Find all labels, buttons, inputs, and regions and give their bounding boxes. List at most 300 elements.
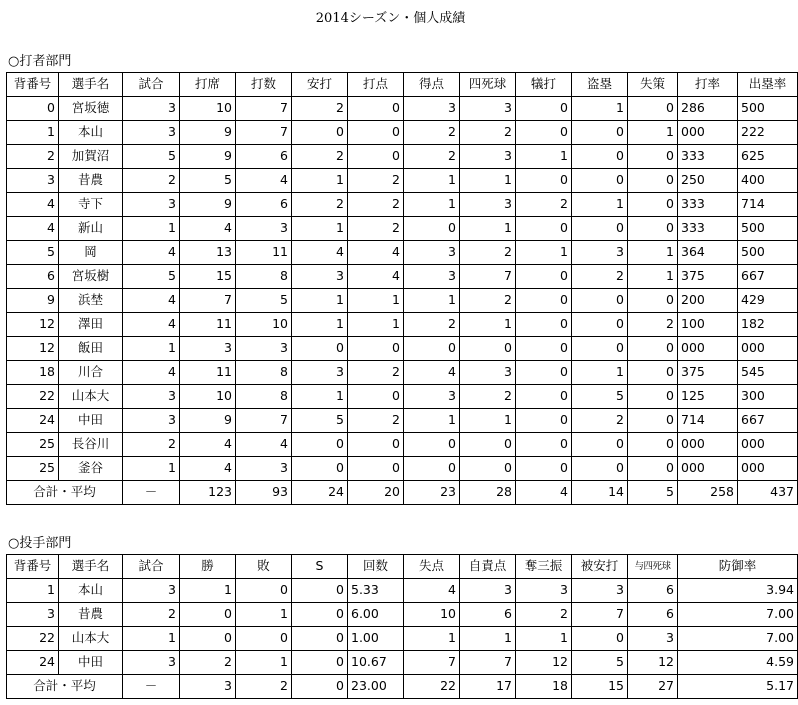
stat-cell: 6 — [628, 579, 678, 603]
total-cell: 20 — [348, 481, 404, 505]
stat-cell: 1 — [292, 313, 348, 337]
stat-cell: 3 — [628, 627, 678, 651]
stat-cell: 3.94 — [678, 579, 798, 603]
uniform-number-cell: 25 — [7, 433, 59, 457]
stat-cell: 3 — [404, 241, 460, 265]
total-cell: 4 — [516, 481, 572, 505]
stat-cell: 0 — [628, 169, 678, 193]
total-cell: 18 — [516, 675, 572, 699]
header-player: 選手名 — [59, 73, 123, 97]
stat-cell: 0 — [348, 97, 404, 121]
header-hits: 安打 — [292, 73, 348, 97]
stat-cell: 0 — [180, 627, 236, 651]
stat-cell: 2 — [123, 169, 180, 193]
stat-cell: 1 — [404, 627, 460, 651]
stat-cell: 3 — [516, 579, 572, 603]
table-row — [7, 337, 798, 361]
stat-cell: 2 — [460, 289, 516, 313]
uniform-number-cell: 24 — [7, 409, 59, 433]
stat-cell: 0 — [516, 409, 572, 433]
header-innings: 回数 — [348, 555, 404, 579]
stat-cell: 11 — [236, 241, 292, 265]
stat-cell: 3 — [236, 337, 292, 361]
stat-cell: 0 — [628, 193, 678, 217]
header-errors: 失策 — [628, 73, 678, 97]
total-cell: 23.00 — [348, 675, 404, 699]
stat-cell: 545 — [738, 361, 798, 385]
stat-cell: 0 — [292, 433, 348, 457]
stat-cell: 1 — [404, 409, 460, 433]
stat-cell: 222 — [738, 121, 798, 145]
header-saves: S — [292, 555, 348, 579]
stat-cell: 000 — [678, 337, 738, 361]
uniform-number-cell: 24 — [7, 651, 59, 675]
stat-cell: 4 — [180, 217, 236, 241]
stat-cell: 0 — [572, 121, 628, 145]
total-cell: 0 — [292, 675, 348, 699]
uniform-number-cell: 3 — [7, 169, 59, 193]
stat-cell: 13 — [180, 241, 236, 265]
stat-cell: 200 — [678, 289, 738, 313]
stat-cell: 0 — [516, 361, 572, 385]
total-cell: 15 — [572, 675, 628, 699]
stat-cell: 2 — [460, 241, 516, 265]
player-name-cell: 本山 — [59, 579, 123, 603]
player-name-cell: 新山 — [59, 217, 123, 241]
stat-cell: 4 — [404, 579, 460, 603]
stat-cell: 000 — [738, 337, 798, 361]
stat-cell: 500 — [738, 97, 798, 121]
stat-cell: 3 — [123, 409, 180, 433]
stat-cell: 4 — [123, 241, 180, 265]
player-name-cell: 昔農 — [59, 603, 123, 627]
header-games: 試合 — [123, 73, 180, 97]
stat-cell: 6 — [628, 603, 678, 627]
header-number: 背番号 — [7, 555, 59, 579]
stat-cell: 5 — [236, 289, 292, 313]
stat-cell: 1 — [123, 337, 180, 361]
stat-cell: 12 — [516, 651, 572, 675]
stat-cell: 4 — [123, 313, 180, 337]
stat-cell: 4 — [236, 433, 292, 457]
stat-cell: 0 — [292, 121, 348, 145]
stat-cell: 3 — [236, 457, 292, 481]
stat-cell: 0 — [404, 337, 460, 361]
stat-cell: 2 — [348, 169, 404, 193]
table-row — [7, 579, 798, 603]
stat-cell: 3 — [460, 145, 516, 169]
stat-cell: 2 — [572, 265, 628, 289]
stat-cell: 10 — [236, 313, 292, 337]
stat-cell: 0 — [516, 385, 572, 409]
header-losses: 敗 — [236, 555, 292, 579]
stat-cell: 6 — [236, 145, 292, 169]
stat-cell: 7 — [460, 265, 516, 289]
stat-cell: 3 — [404, 385, 460, 409]
stat-cell: 0 — [460, 433, 516, 457]
stat-cell: 0 — [348, 433, 404, 457]
stat-cell: 2 — [460, 385, 516, 409]
stat-cell: 400 — [738, 169, 798, 193]
header-runs-allowed: 失点 — [404, 555, 460, 579]
table-row — [7, 409, 798, 433]
uniform-number-cell: 4 — [7, 217, 59, 241]
stat-cell: 5.33 — [348, 579, 404, 603]
stat-cell: 0 — [516, 337, 572, 361]
header-strikeouts: 奪三振 — [516, 555, 572, 579]
stat-cell: 3 — [236, 217, 292, 241]
player-name-cell: 浜埜 — [59, 289, 123, 313]
stat-cell: 1 — [460, 217, 516, 241]
batting-total-row — [7, 481, 798, 505]
stat-cell: 2 — [348, 193, 404, 217]
stat-cell: 0 — [628, 409, 678, 433]
stat-cell: 7.00 — [678, 627, 798, 651]
stat-cell: 1 — [572, 97, 628, 121]
stat-cell: 4 — [123, 289, 180, 313]
stat-cell: 500 — [738, 241, 798, 265]
stat-cell: 0 — [348, 457, 404, 481]
header-player: 選手名 — [59, 555, 123, 579]
stat-cell: 667 — [738, 409, 798, 433]
uniform-number-cell: 5 — [7, 241, 59, 265]
stat-cell: 714 — [678, 409, 738, 433]
stat-cell: 1 — [516, 145, 572, 169]
player-name-cell: 中田 — [59, 651, 123, 675]
stat-cell: 1 — [292, 385, 348, 409]
stat-cell: 1 — [404, 169, 460, 193]
total-cell: 24 — [292, 481, 348, 505]
uniform-number-cell: 25 — [7, 457, 59, 481]
stat-cell: 2 — [292, 145, 348, 169]
stat-cell: 0 — [572, 457, 628, 481]
stat-cell: 8 — [236, 385, 292, 409]
stat-cell: 0 — [628, 289, 678, 313]
total-cell: － — [123, 481, 180, 505]
stat-cell: 2 — [123, 603, 180, 627]
header-walks: 四死球 — [460, 73, 516, 97]
stat-cell: 2 — [460, 121, 516, 145]
stat-cell: 0 — [292, 651, 348, 675]
batting-header-row — [7, 73, 798, 97]
stat-cell: 0 — [628, 385, 678, 409]
stat-cell: 0 — [348, 121, 404, 145]
stat-cell: 0 — [404, 217, 460, 241]
stat-cell: 0 — [404, 457, 460, 481]
table-row — [7, 457, 798, 481]
stat-cell: 1 — [460, 169, 516, 193]
stat-cell: 0 — [348, 145, 404, 169]
stat-cell: 15 — [180, 265, 236, 289]
total-cell: 2 — [236, 675, 292, 699]
stat-cell: 0 — [572, 433, 628, 457]
header-wins: 勝 — [180, 555, 236, 579]
total-cell: 258 — [678, 481, 738, 505]
uniform-number-cell: 22 — [7, 627, 59, 651]
stat-cell: 12 — [628, 651, 678, 675]
stat-cell: 0 — [460, 457, 516, 481]
uniform-number-cell: 22 — [7, 385, 59, 409]
header-rbi: 打点 — [348, 73, 404, 97]
stat-cell: 100 — [678, 313, 738, 337]
header-hits-allowed: 被安打 — [572, 555, 628, 579]
stat-cell: 2 — [348, 361, 404, 385]
batting-section-title: ○打者部門 — [8, 54, 72, 69]
uniform-number-cell: 1 — [7, 121, 59, 145]
player-name-cell: 飯田 — [59, 337, 123, 361]
stat-cell: 10 — [180, 97, 236, 121]
player-name-cell: 山本大 — [59, 385, 123, 409]
total-cell: 3 — [180, 675, 236, 699]
total-cell: 23 — [404, 481, 460, 505]
stat-cell: 5 — [572, 385, 628, 409]
stat-cell: 3 — [572, 579, 628, 603]
stat-cell: 1 — [628, 265, 678, 289]
stat-cell: 4 — [123, 361, 180, 385]
stat-cell: 714 — [738, 193, 798, 217]
header-era: 防御率 — [678, 555, 798, 579]
stat-cell: 0 — [348, 385, 404, 409]
stat-cell: 2 — [404, 313, 460, 337]
stat-cell: 1 — [292, 217, 348, 241]
stat-cell: 0 — [572, 145, 628, 169]
header-at-bats: 打数 — [236, 73, 292, 97]
uniform-number-cell: 0 — [7, 97, 59, 121]
stat-cell: 3 — [180, 337, 236, 361]
header-sacrifices: 犠打 — [516, 73, 572, 97]
stat-cell: 10 — [180, 385, 236, 409]
player-name-cell: 加賀沼 — [59, 145, 123, 169]
stat-cell: 3 — [404, 265, 460, 289]
stat-cell: 7 — [236, 121, 292, 145]
stat-cell: 1 — [236, 603, 292, 627]
stat-cell: 3 — [292, 361, 348, 385]
stat-cell: 0 — [572, 337, 628, 361]
page-title: 2014シーズン・個人成績 — [315, 11, 466, 26]
stat-cell: 125 — [678, 385, 738, 409]
stat-cell: 0 — [236, 627, 292, 651]
stat-cell: 000 — [738, 433, 798, 457]
stat-cell: 286 — [678, 97, 738, 121]
table-row — [7, 241, 798, 265]
stat-cell: 0 — [292, 337, 348, 361]
stat-cell: 2 — [404, 121, 460, 145]
stat-cell: 0 — [516, 289, 572, 313]
stat-cell: 5 — [123, 145, 180, 169]
total-cell: 93 — [236, 481, 292, 505]
stat-cell: 0 — [572, 289, 628, 313]
stat-cell: 250 — [678, 169, 738, 193]
stat-cell: 4 — [348, 265, 404, 289]
stat-cell: 1 — [628, 241, 678, 265]
stat-cell: 2 — [348, 409, 404, 433]
header-games: 試合 — [123, 555, 180, 579]
stat-cell: 2 — [404, 145, 460, 169]
uniform-number-cell: 12 — [7, 313, 59, 337]
stat-cell: 364 — [678, 241, 738, 265]
stat-cell: 4 — [404, 361, 460, 385]
stat-cell: 333 — [678, 217, 738, 241]
stat-cell: 6 — [236, 193, 292, 217]
stat-cell: 7 — [236, 97, 292, 121]
stat-cell: 2 — [572, 409, 628, 433]
stat-cell: 2 — [628, 313, 678, 337]
table-row — [7, 313, 798, 337]
header-on-base: 出塁率 — [738, 73, 798, 97]
stat-cell: 0 — [516, 313, 572, 337]
table-row — [7, 265, 798, 289]
stat-cell: 1 — [460, 313, 516, 337]
table-row — [7, 603, 798, 627]
uniform-number-cell: 6 — [7, 265, 59, 289]
table-row — [7, 217, 798, 241]
stat-cell: 1 — [404, 289, 460, 313]
player-name-cell: 山本大 — [59, 627, 123, 651]
table-row — [7, 289, 798, 313]
player-name-cell: 岡 — [59, 241, 123, 265]
total-cell: － — [123, 675, 180, 699]
player-name-cell: 寺下 — [59, 193, 123, 217]
table-row — [7, 145, 798, 169]
total-cell: 14 — [572, 481, 628, 505]
stat-cell: 1 — [460, 409, 516, 433]
stat-cell: 3 — [123, 579, 180, 603]
stat-cell: 9 — [180, 193, 236, 217]
stat-cell: 7 — [180, 289, 236, 313]
stat-cell: 0 — [572, 313, 628, 337]
stat-cell: 0 — [572, 627, 628, 651]
stat-cell: 1 — [180, 579, 236, 603]
stat-cell: 0 — [460, 337, 516, 361]
stat-cell: 1.00 — [348, 627, 404, 651]
stat-cell: 0 — [292, 457, 348, 481]
stat-cell: 0 — [572, 217, 628, 241]
player-name-cell: 澤田 — [59, 313, 123, 337]
stat-cell: 0 — [516, 169, 572, 193]
stat-cell: 5 — [180, 169, 236, 193]
stat-cell: 7 — [236, 409, 292, 433]
stat-cell: 3 — [460, 579, 516, 603]
stat-cell: 0 — [292, 579, 348, 603]
stat-cell: 8 — [236, 265, 292, 289]
stat-cell: 1 — [572, 361, 628, 385]
total-label: 合計・平均 — [7, 675, 123, 699]
stat-cell: 0 — [292, 627, 348, 651]
pitching-table — [6, 554, 798, 699]
player-name-cell: 本山 — [59, 121, 123, 145]
stat-cell: 3 — [460, 97, 516, 121]
player-name-cell: 宮坂徳 — [59, 97, 123, 121]
total-cell: 28 — [460, 481, 516, 505]
stat-cell: 375 — [678, 361, 738, 385]
stat-cell: 11 — [180, 313, 236, 337]
stat-cell: 8 — [236, 361, 292, 385]
stat-cell: 625 — [738, 145, 798, 169]
header-runs: 得点 — [404, 73, 460, 97]
total-cell: 22 — [404, 675, 460, 699]
stat-cell: 2 — [123, 433, 180, 457]
header-plate-appearances: 打席 — [180, 73, 236, 97]
stat-cell: 667 — [738, 265, 798, 289]
stat-cell: 300 — [738, 385, 798, 409]
stat-cell: 0 — [628, 145, 678, 169]
stat-cell: 0 — [628, 457, 678, 481]
pitching-header-row — [7, 555, 798, 579]
stat-cell: 1 — [348, 313, 404, 337]
stat-cell: 0 — [404, 433, 460, 457]
stat-cell: 1 — [292, 169, 348, 193]
stat-cell: 4 — [180, 457, 236, 481]
uniform-number-cell: 1 — [7, 579, 59, 603]
table-row — [7, 121, 798, 145]
uniform-number-cell: 2 — [7, 145, 59, 169]
stat-cell: 0 — [516, 217, 572, 241]
stat-cell: 2 — [348, 217, 404, 241]
stat-cell: 2 — [292, 97, 348, 121]
stat-cell: 1 — [460, 627, 516, 651]
stat-cell: 0 — [628, 217, 678, 241]
stat-cell: 0 — [628, 433, 678, 457]
batting-table — [6, 72, 798, 505]
stat-cell: 0 — [628, 97, 678, 121]
stat-cell: 4 — [180, 433, 236, 457]
total-label: 合計・平均 — [7, 481, 123, 505]
stat-cell: 000 — [678, 121, 738, 145]
header-steals: 盗塁 — [572, 73, 628, 97]
stat-cell: 1 — [236, 651, 292, 675]
stat-cell: 1 — [516, 627, 572, 651]
stat-cell: 1 — [348, 289, 404, 313]
stat-cell: 1 — [123, 627, 180, 651]
stat-cell: 5 — [123, 265, 180, 289]
stat-cell: 1 — [123, 217, 180, 241]
total-cell: 123 — [180, 481, 236, 505]
table-row — [7, 433, 798, 457]
stat-cell: 3 — [292, 265, 348, 289]
player-name-cell: 釜谷 — [59, 457, 123, 481]
stat-cell: 4.59 — [678, 651, 798, 675]
stat-cell: 2 — [292, 193, 348, 217]
stat-cell: 1 — [123, 457, 180, 481]
stat-cell: 9 — [180, 145, 236, 169]
table-row — [7, 651, 798, 675]
stat-cell: 4 — [236, 169, 292, 193]
player-name-cell: 川合 — [59, 361, 123, 385]
uniform-number-cell: 4 — [7, 193, 59, 217]
stat-cell: 7.00 — [678, 603, 798, 627]
stat-cell: 5 — [572, 651, 628, 675]
stat-cell: 0 — [516, 265, 572, 289]
stat-cell: 1 — [572, 193, 628, 217]
uniform-number-cell: 9 — [7, 289, 59, 313]
header-walks-allowed: 与四死球 — [628, 555, 678, 579]
stat-cell: 375 — [678, 265, 738, 289]
stat-cell: 0 — [516, 121, 572, 145]
stat-cell: 0 — [292, 603, 348, 627]
stat-cell: 2 — [516, 193, 572, 217]
stat-cell: 1 — [516, 241, 572, 265]
stat-cell: 7 — [460, 651, 516, 675]
stat-cell: 0 — [236, 579, 292, 603]
stat-cell: 1 — [292, 289, 348, 313]
player-name-cell: 宮坂樹 — [59, 265, 123, 289]
pitching-section-title: ○投手部門 — [8, 536, 72, 551]
stat-cell: 10 — [404, 603, 460, 627]
total-cell: 27 — [628, 675, 678, 699]
stat-cell: 3 — [404, 97, 460, 121]
stat-cell: 6.00 — [348, 603, 404, 627]
stat-cell: 3 — [460, 361, 516, 385]
